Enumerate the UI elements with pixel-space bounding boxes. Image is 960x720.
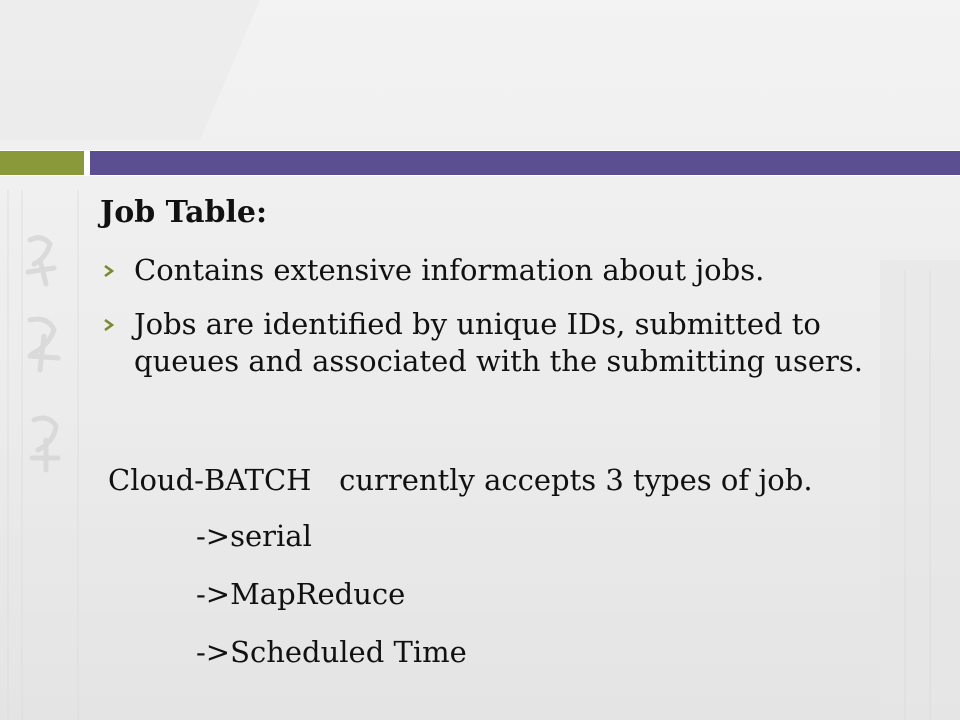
job-types-intro: Cloud-BATCH currently accepts 3 types of job. [108,463,813,497]
chevron-right-icon [104,265,114,277]
bullet-text: Contains extensive information about jobs. [134,253,765,287]
job-type-mapreduce: ->MapReduce [196,577,406,611]
bullet-item [104,306,934,380]
job-type-scheduled-time: ->Scheduled Time [196,635,467,669]
bullet-item [104,252,934,289]
chevron-right-icon [104,319,114,331]
job-type-serial: ->serial [196,519,312,553]
bullet-text: Jobs are identified by unique IDs, submitted to queues and associated with the submitting users. [134,307,863,378]
slide-heading: Job Table: [100,195,268,230]
